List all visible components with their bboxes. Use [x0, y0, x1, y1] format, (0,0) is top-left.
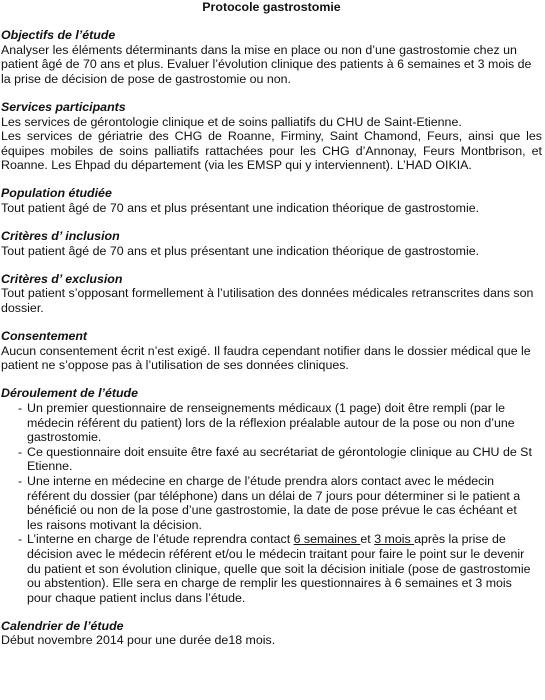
section-heading: Critères d’ exclusion: [1, 271, 123, 286]
step-text: et: [360, 532, 375, 547]
section-text: Aucun consentement écrit n’est exigé. Il faudra cependant notifier dans le dossier médical que le patient ne s’oppose pas à l’utilisation de ses données cliniques.: [1, 343, 531, 373]
list-item: [1, 401, 542, 445]
step-text: après la prise de décision avec le médecin référent et/ou le médecin traitant pour faire le point sur le devenir du patient et son évolution clinique, quelle que soit la décision initiale (pose de gastrostomie ou abstention). Elle sera en charge de remplir les questionnaires à 6 semaines et 3 mois pour chaque patient inclus dans l’étude.: [27, 532, 531, 605]
section-exclusion: [1, 272, 542, 316]
section-text: Analyser les éléments déterminants dans la mise en place ou non d’une gastrostomie chez un patient âgé de 70 ans et plus. Evaluer l’évolution clinique des patients à 6 semaines et 3 mois de la prise de décision de pose de gastrostomie ou non.: [1, 42, 532, 86]
dash-bullet: -: [18, 532, 23, 547]
section-text: Tout patient âgé de 70 ans et plus présentant une indication théorique de gastrostomie.: [1, 201, 480, 216]
step-text: Ce questionnaire doit ensuite être faxé au secrétariat de gérontologie clinique au CHU de St Etienne.: [27, 444, 532, 474]
section-text: Tout patient s’opposant formellement à l’utilisation des données médicales retranscrites dans son dossier.: [1, 286, 534, 315]
underlined-term: 6 semaines: [293, 532, 361, 547]
section-population: [1, 186, 542, 215]
section-objectifs: [1, 28, 542, 86]
section-heading: Déroulement de l’étude: [1, 386, 139, 401]
section-heading: Consentement: [1, 329, 88, 344]
section-deroulement: [1, 386, 542, 605]
dash-bullet: -: [18, 444, 23, 459]
section-heading: Critères d’ inclusion: [1, 229, 120, 244]
section-text: Tout patient âgé de 70 ans et plus présentant une indication théorique de gastrostomie.: [1, 243, 480, 258]
step-text: Une interne en médecine en charge de l’étude prendra alors contact avec le médecin référent du dossier (par téléphone) dans un délai de 7 jours pour déterminer si le patient a bénéficié ou non de la pose d’une gastrostomie, la date de pose prévue le cas échéant et les raisons motivant la décision.: [27, 473, 521, 532]
step-text: L’interne en charge de l’étude reprendra contact: [27, 532, 294, 547]
section-text: Les services de gérontologie clinique et de soins palliatifs du CHU de Saint-Etienne.: [1, 114, 462, 129]
section-services: [1, 100, 542, 173]
section-heading: Services participants: [1, 99, 126, 114]
dash-bullet: -: [18, 473, 23, 488]
section-text: Début novembre 2014 pour une durée de18 mois.: [1, 633, 276, 648]
list-item: [1, 445, 542, 474]
steps-list: [1, 401, 542, 605]
underlined-term: 3 mois: [374, 532, 415, 547]
list-item: [1, 474, 542, 532]
section-inclusion: [1, 229, 542, 258]
step-text: Un premier questionnaire de renseignements médicaux (1 page) doit être rempli (par le médecin référent du patient) lors de la réflexion préalable autour de la pose ou non d’une gastrostomie.: [27, 400, 515, 445]
section-heading: Population étudiée: [1, 186, 112, 201]
section-text: Les services de gériatrie des CHG de Roanne, Firminy, Saint Chamond, Feurs, ainsi que les équipes mobiles de soins palliatifs rattachées pour les CHG d’Annonay, Feurs Montbrison, et Roanne. Les Ehpad du département (via les EMSP qui y interviennent). L’HAD OIKIA.: [1, 129, 542, 173]
section-calendrier: [1, 619, 542, 648]
section-heading: Calendrier de l’étude: [1, 618, 124, 633]
list-item: [1, 532, 542, 605]
section-consentement: [1, 329, 542, 373]
section-heading: Objectifs de l’étude: [1, 28, 116, 43]
document-title: Protocole gastrostomie: [202, 0, 341, 14]
dash-bullet: -: [18, 400, 23, 415]
